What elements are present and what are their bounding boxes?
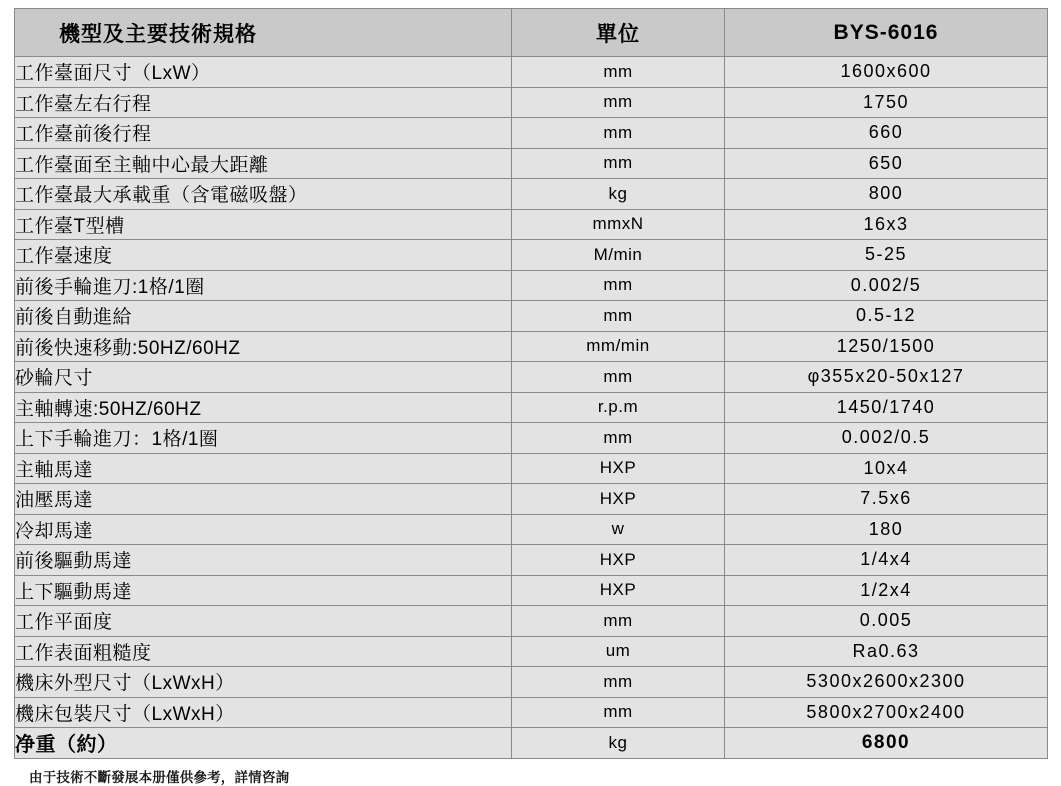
spec-name: 機床外型尺寸（LxWxH） — [15, 667, 512, 698]
spec-unit: HXP — [512, 545, 725, 576]
table-row — [15, 728, 1048, 759]
table-row — [15, 545, 1048, 576]
spec-name: 工作臺面至主軸中心最大距離 — [15, 148, 512, 179]
spec-value: Ra0.63 — [725, 636, 1048, 667]
spec-value: 6800 — [725, 728, 1048, 759]
spec-value: 1250/1500 — [725, 331, 1048, 362]
spec-name: 工作表面粗糙度 — [15, 636, 512, 667]
spec-value: 0.002/0.5 — [725, 423, 1048, 454]
spec-name: 前後自動進給 — [15, 301, 512, 332]
table-row — [15, 301, 1048, 332]
spec-unit: HXP — [512, 484, 725, 515]
spec-name: 冷却馬達 — [15, 514, 512, 545]
column-header-name: 機型及主要技術規格 — [15, 9, 512, 57]
table-row — [15, 514, 1048, 545]
spec-name: 前後快速移動:50HZ/60HZ — [15, 331, 512, 362]
spec-value: 1600x600 — [725, 57, 1048, 88]
spec-value: 0.5-12 — [725, 301, 1048, 332]
spec-unit: um — [512, 636, 725, 667]
spec-value: 0.002/5 — [725, 270, 1048, 301]
spec-unit: mm — [512, 118, 725, 149]
spec-value: 180 — [725, 514, 1048, 545]
spec-unit: w — [512, 514, 725, 545]
table-row — [15, 57, 1048, 88]
spec-unit: kg — [512, 728, 725, 759]
spec-value: 650 — [725, 148, 1048, 179]
spec-unit: mm — [512, 87, 725, 118]
spec-name: 工作臺面尺寸（LxW） — [15, 57, 512, 88]
spec-name: 油壓馬達 — [15, 484, 512, 515]
table-header — [15, 9, 1048, 57]
spec-name: 前後手輪進刀:1格/1圈 — [15, 270, 512, 301]
spec-name: 主軸轉速:50HZ/60HZ — [15, 392, 512, 423]
column-header-unit: 單位 — [512, 9, 725, 57]
footnote-text: 由于技術不斷發展本册僅供參考，詳情咨詢 — [29, 769, 290, 785]
table-row — [15, 362, 1048, 393]
table-row — [15, 240, 1048, 271]
table-row — [15, 392, 1048, 423]
table-row — [15, 453, 1048, 484]
spec-unit: mm — [512, 697, 725, 728]
spec-value: 1450/1740 — [725, 392, 1048, 423]
spec-value: 1750 — [725, 87, 1048, 118]
spec-unit: r.p.m — [512, 392, 725, 423]
spec-unit: kg — [512, 179, 725, 210]
table-row — [15, 484, 1048, 515]
table-header-row — [15, 9, 1048, 57]
spec-value: 1/2x4 — [725, 575, 1048, 606]
spec-name: 工作平面度 — [15, 606, 512, 637]
spec-name: 主軸馬達 — [15, 453, 512, 484]
table-row — [15, 331, 1048, 362]
spec-name: 工作臺T型槽 — [15, 209, 512, 240]
spec-unit: mm — [512, 423, 725, 454]
spec-value: 16x3 — [725, 209, 1048, 240]
spec-value: 5300x2600x2300 — [725, 667, 1048, 698]
spec-name: 工作臺速度 — [15, 240, 512, 271]
spec-unit: mm/min — [512, 331, 725, 362]
table-row — [15, 606, 1048, 637]
spec-name: 工作臺左右行程 — [15, 87, 512, 118]
spec-unit: M/min — [512, 240, 725, 271]
spec-unit: mm — [512, 148, 725, 179]
table-row — [15, 209, 1048, 240]
table-row — [15, 179, 1048, 210]
table-row — [15, 423, 1048, 454]
spec-name: 機床包裝尺寸（LxWxH） — [15, 697, 512, 728]
spec-value: 660 — [725, 118, 1048, 149]
spec-unit: HXP — [512, 575, 725, 606]
spec-name: 工作臺前後行程 — [15, 118, 512, 149]
spec-value: 10x4 — [725, 453, 1048, 484]
table-row — [15, 270, 1048, 301]
spec-value: 7.5x6 — [725, 484, 1048, 515]
table-row — [15, 667, 1048, 698]
specifications-table — [14, 8, 1048, 759]
spec-name: 砂輪尺寸 — [15, 362, 512, 393]
spec-unit: mm — [512, 362, 725, 393]
spec-name: 上下驅動馬達 — [15, 575, 512, 606]
spec-unit: mm — [512, 606, 725, 637]
spec-name: 前後驅動馬達 — [15, 545, 512, 576]
table-row — [15, 148, 1048, 179]
spec-value: 1/4x4 — [725, 545, 1048, 576]
column-header-model: BYS-6016 — [725, 9, 1048, 57]
table-row — [15, 118, 1048, 149]
spec-name: 净重（約） — [15, 728, 512, 759]
spec-value: 800 — [725, 179, 1048, 210]
spec-unit: mm — [512, 301, 725, 332]
table-row — [15, 697, 1048, 728]
spec-unit: mm — [512, 270, 725, 301]
spec-name: 上下手輪進刀：1格/1圈 — [15, 423, 512, 454]
table-row — [15, 636, 1048, 667]
spec-unit: HXP — [512, 453, 725, 484]
table-body — [15, 57, 1048, 759]
spec-value: 5-25 — [725, 240, 1048, 271]
spec-unit: mmxN — [512, 209, 725, 240]
table-row — [15, 575, 1048, 606]
spec-value: 0.005 — [725, 606, 1048, 637]
table-row — [15, 87, 1048, 118]
spec-name: 工作臺最大承載重（含電磁吸盤） — [15, 179, 512, 210]
spec-unit: mm — [512, 57, 725, 88]
spec-unit: mm — [512, 667, 725, 698]
spec-value: φ355x20-50x127 — [725, 362, 1048, 393]
spec-value: 5800x2700x2400 — [725, 697, 1048, 728]
